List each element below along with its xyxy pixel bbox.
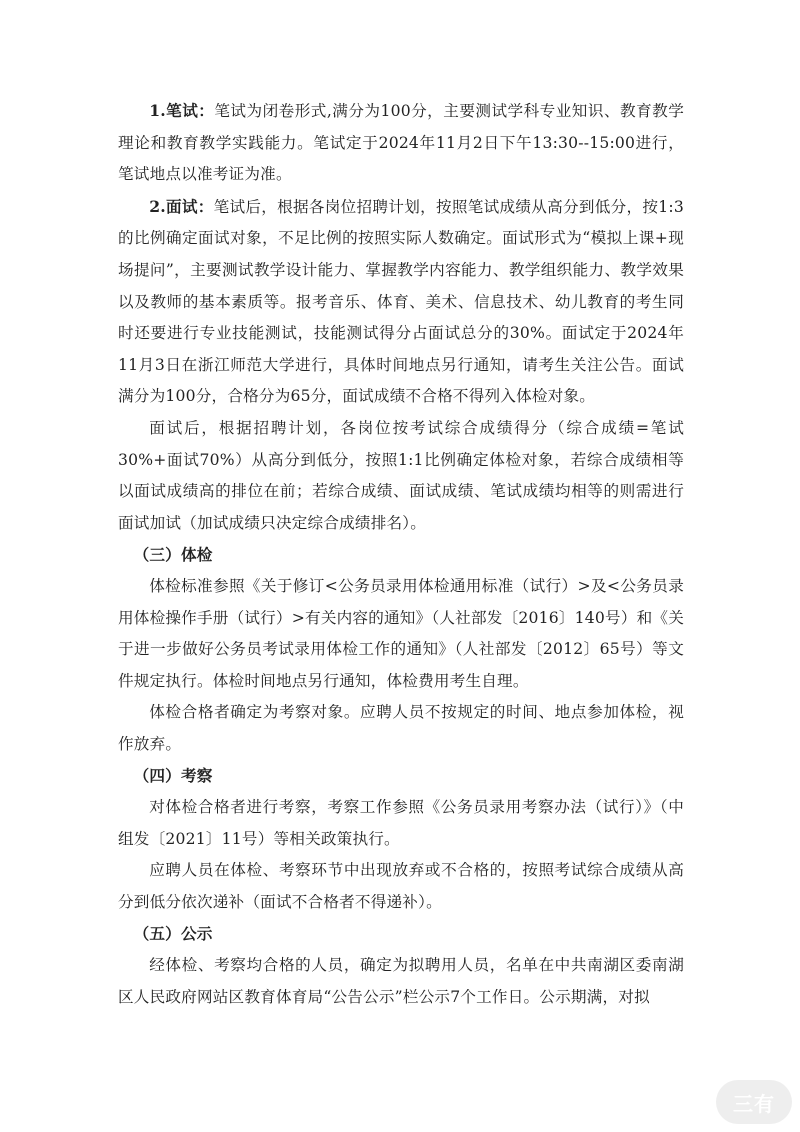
paragraph-text: 体检合格者确定为考察对象。应聘人员不按规定的时间、地点参加体检，视作放弃。 xyxy=(118,703,684,753)
paragraph-written-exam xyxy=(118,95,684,191)
paragraph-after-interview xyxy=(118,413,684,539)
paragraph-physical-pass xyxy=(118,697,684,760)
paragraph-physical-standard xyxy=(118,571,684,697)
paragraph-publicity xyxy=(118,950,684,1013)
watermark-logo xyxy=(716,1080,792,1124)
paragraph-text: 应聘人员在体检、考察环节中出现放弃或不合格的，按照考试综合成绩从高分到低分依次递补（面试不合格者不得递补）。 xyxy=(118,861,684,911)
section-heading-inspection: （四）考察 xyxy=(133,766,213,786)
section-heading-publicity: （五）公示 xyxy=(133,924,213,944)
paragraph-replacement xyxy=(118,855,684,918)
paragraph-text: 笔试为闭卷形式,满分为100分，主要测试学科专业知识、教育教学理论和教育教学实践能力。笔试定于2024年11月2日下午13:30--15:00进行，笔试地点以准考证为准。 xyxy=(118,102,685,184)
paragraph-lead: 1.笔试： xyxy=(149,101,215,120)
section-heading-physical-exam: （三）体检 xyxy=(133,545,213,565)
paragraph-text: 对体检合格者进行考察，考察工作参照《公务员录用考察办法（试行）》（中组发〔2021〕11号）等相关政策执行。 xyxy=(118,798,684,848)
document-body xyxy=(118,95,684,1013)
paragraph-interview xyxy=(118,191,684,413)
paragraph-text: 体检标准参照《关于修订<公务员录用体检通用标准（试行）>及<公务员录用体检操作手册（试行）>有关内容的通知》（人社部发〔2016〕140号）和《关于进一步做好公务员考试录用体检工作的通知》（人社部发〔2012〕65号）等文件规定执行。体检时间地点另行通知，体检费用考生自理。 xyxy=(118,576,684,690)
watermark-text: 三有 xyxy=(733,1091,775,1116)
paragraph-text: 面试后，根据招聘计划，各岗位按考试综合成绩得分（综合成绩=笔试30%+面试70%）从高分到低分，按照1:1比例确定体检对象，若综合成绩相等以面试成绩高的排位在前；若综合成绩、面试成绩、笔试成绩均相等的则需进行面试加试（加试成绩只决定综合成绩排名）。 xyxy=(118,418,684,532)
paragraph-text: 经体检、考察均合格的人员，确定为拟聘用人员，名单在中共南湖区委南湖区人民政府网站区教育体育局“公告公示”栏公示7个工作日。公示期满，对拟 xyxy=(118,956,684,1006)
paragraph-inspection xyxy=(118,792,684,855)
paragraph-lead: 2.面试： xyxy=(149,196,214,216)
paragraph-text: 笔试后，根据各岗位招聘计划，按照笔试成绩从高分到低分，按1:3的比例确定面试对象，不足比例的按照实际人数确定。面试形式为“模拟上课+现场提问”，主要测试教学设计能力、掌握教学内容能力、教学组织能力、教学效果以及教师的基本素质等。报考音乐、体育、美术、信息技术、幼儿教育的考生同时还要进行专业技能测试，技能测试得分占面试总分的30%。面试定于2024年11月3日在浙江师范大学进行，具体时间地点另行通知，请考生关注公告。面试满分为100分，合格分为65分，面试成绩不合格不得列入体检对象。 xyxy=(118,197,685,406)
